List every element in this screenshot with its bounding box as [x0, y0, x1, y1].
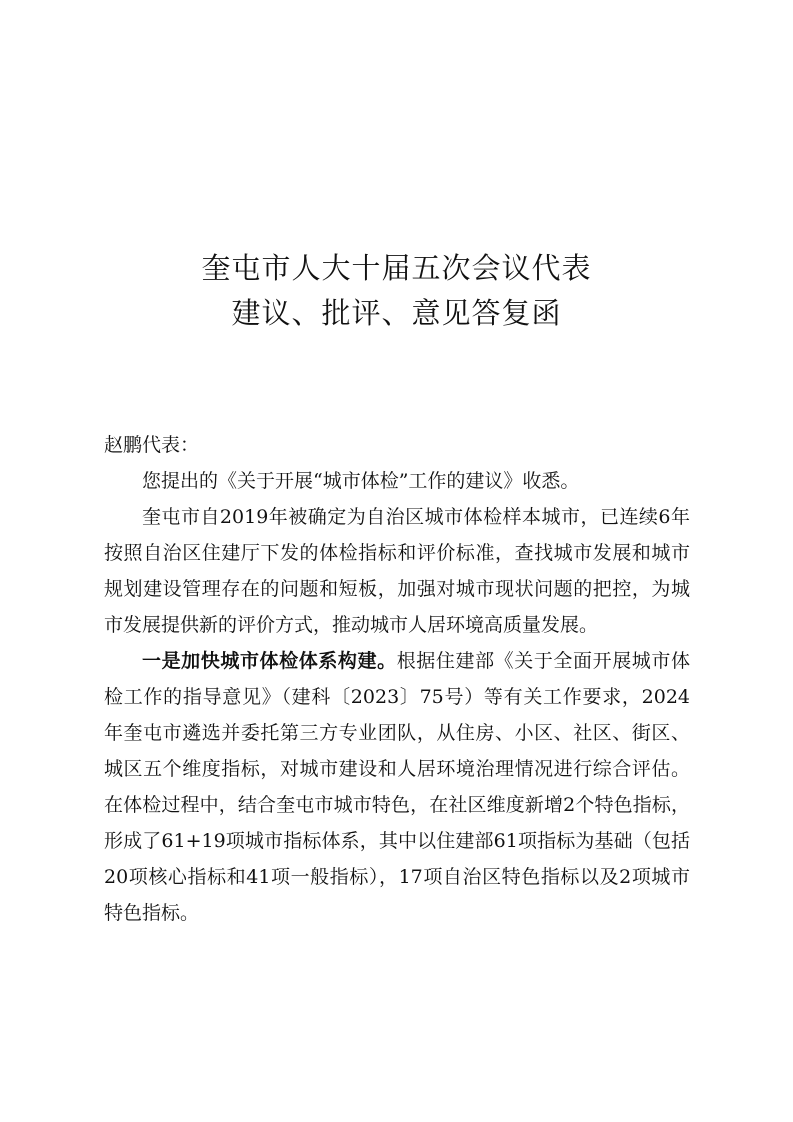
title-line-2: 建议、批评、意见答复函 [231, 296, 562, 330]
letter-body [104, 427, 690, 931]
title-line-1: 奎屯市人大十届五次会议代表 [201, 251, 592, 285]
document-title [0, 246, 793, 336]
point-one-body: 根据住建部《关于全面开展城市体检工作的指导意见》（建科〔2023〕75号）等有关工作要求，2024年奎屯市遴选并委托第三方专业团队，从住房、小区、社区、街区、城区五个维度指标，对城市建设和人居环境治理情况进行综合评估。在体检过程中，结合奎屯市城市特色，在社区维度新增2个特色指标，形成了61+19项城市指标体系，其中以住建部61项指标为基础（包括20项核心指标和41项一般指标），17项自治区特色指标以及2项城市特色指标。 [104, 650, 690, 924]
paragraph-point-one [104, 643, 690, 931]
paragraph-background: 奎屯市自2019年被确定为自治区城市体检样本城市，已连续6年按照自治区住建厅下发的体检指标和评价标准，查找城市发展和城市规划建设管理存在的问题和短板，加强对城市现状问题的把控，为城市发展提供新的评价方式，推动城市人居环境高质量发展。 [104, 506, 690, 636]
point-one-heading: 一是加快城市体检体系构建。 [142, 650, 397, 672]
paragraph-receipt: 您提出的《关于开展“城市体检”工作的建议》收悉。 [142, 470, 580, 492]
salutation: 赵鹏代表： [104, 434, 200, 456]
